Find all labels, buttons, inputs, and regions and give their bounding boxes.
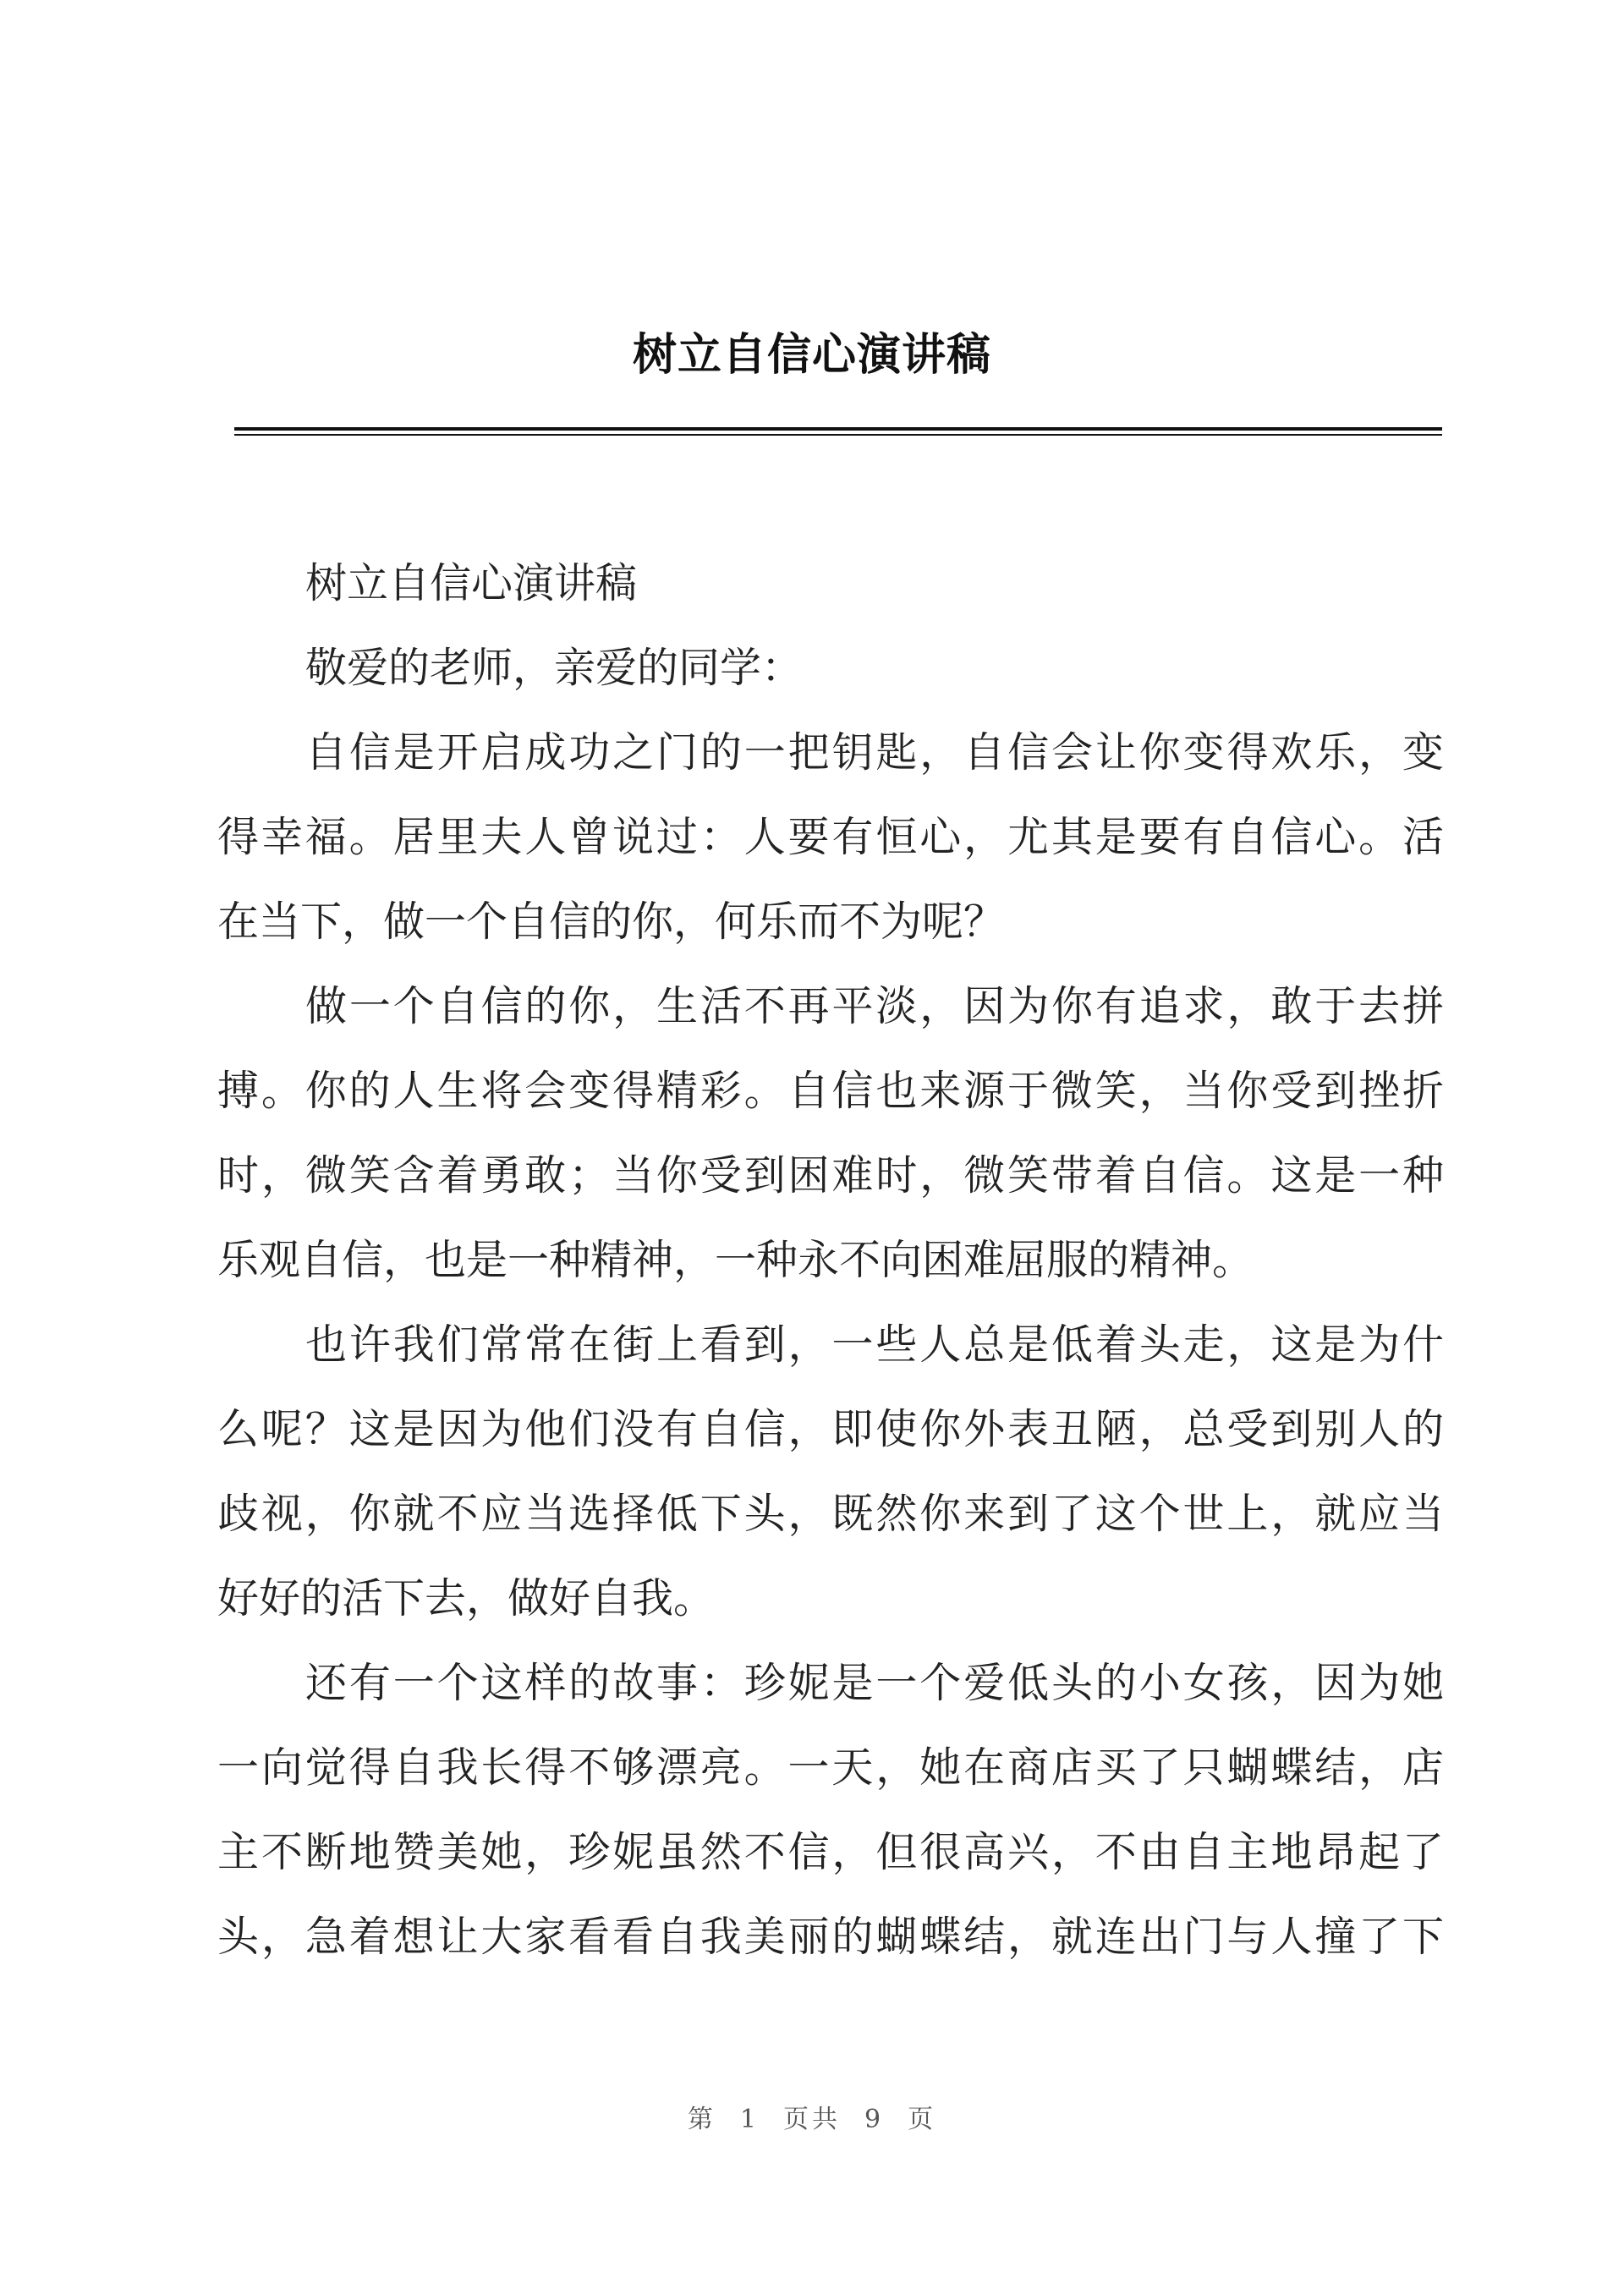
paragraph-line: 一向觉得自我长得不够漂亮。一天，她在商店买了只蝴蝶结，店 [217, 1743, 1444, 1792]
footer-total-pages: 9 [864, 2105, 885, 2134]
paragraph-line: 么呢？这是因为他们没有自信，即使你外表丑陋，总受到别人的 [217, 1405, 1444, 1453]
paragraph-line: 还有一个这样的故事：珍妮是一个爱低头的小女孩，因为她 [305, 1659, 1444, 1707]
page-footer [0, 2098, 1624, 2135]
paragraph-line: 敬爱的老师，亲爱的同学： [305, 644, 804, 692]
paragraph-line: 搏。你的人生将会变得精彩。自信也来源于微笑，当你受到挫折 [217, 1067, 1444, 1115]
paragraph-line: 歧视，你就不应当选择低下头，既然你来到了这个世上，就应当 [217, 1490, 1444, 1538]
document-title: 树立自信心演讲稿 [632, 329, 991, 381]
paragraph-line: 得幸福。居里夫人曾说过：人要有恒心，尤其是要有自信心。活 [217, 813, 1444, 861]
title-divider [234, 427, 1442, 436]
paragraph-line: 树立自信心演讲稿 [305, 559, 638, 607]
paragraph-line: 好好的活下去，做好自我。 [217, 1574, 716, 1622]
document-body [217, 541, 1444, 1979]
paragraph-line: 也许我们常常在街上看到，一些人总是低着头走，这是为什 [305, 1320, 1444, 1369]
footer-of-label: 页共 [783, 2105, 841, 2134]
paragraph-line: 时，微笑含着勇敢；当你受到困难时，微笑带着自信。这是一种 [217, 1151, 1444, 1200]
footer-current-page: 1 [739, 2105, 760, 2134]
footer-end-label: 页 [908, 2105, 937, 2134]
paragraph-line: 头，急着想让大家看看自我美丽的蝴蝶结，就连出门与人撞了下 [217, 1913, 1444, 1961]
paragraph-line: 主不断地赞美她，珍妮虽然不信，但很高兴，不由自主地昂起了 [217, 1828, 1444, 1876]
footer-page-label: 第 [687, 2105, 716, 2134]
paragraph-line: 做一个自信的你，生活不再平淡，因为你有追求，敢于去拼 [305, 982, 1444, 1030]
paragraph-line: 乐观自信，也是一种精神，一种永不向困难屈服的精神。 [217, 1236, 1254, 1284]
paragraph-line: 自信是开启成功之门的一把钥匙，自信会让你变得欢乐，变 [305, 728, 1444, 777]
paragraph-line: 在当下，做一个自信的你，何乐而不为呢？ [217, 898, 1006, 946]
